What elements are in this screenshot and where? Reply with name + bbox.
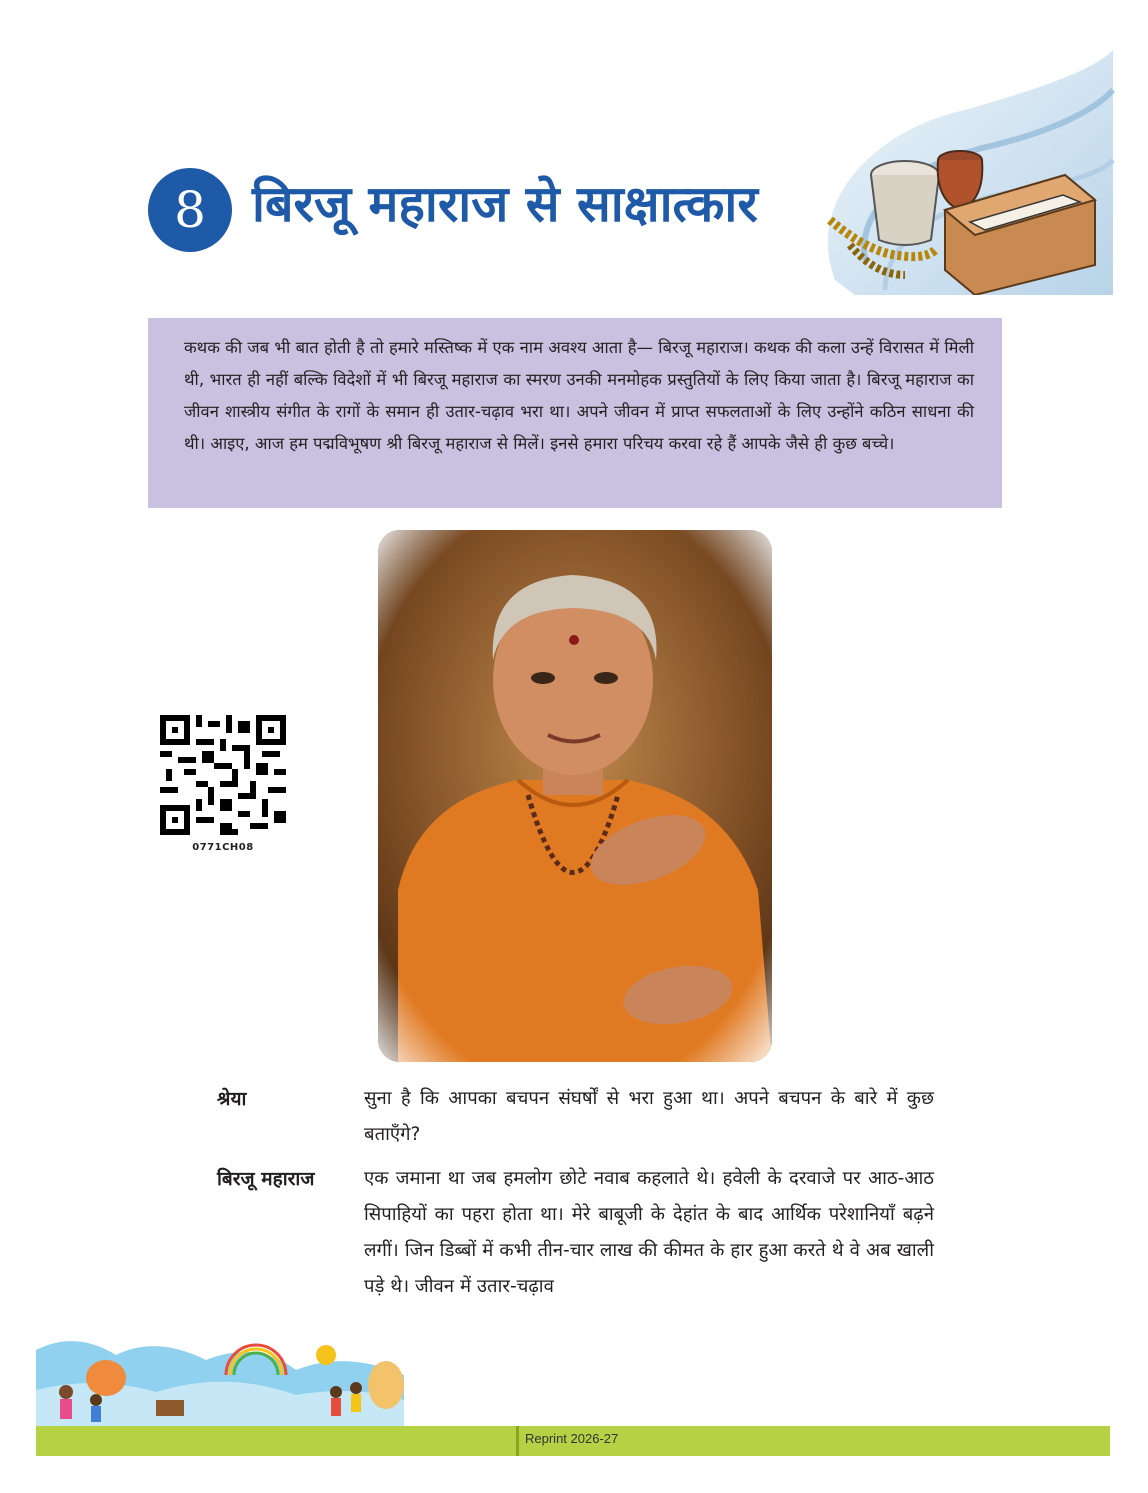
speech-text: सुना है कि आपका बचपन संघर्षों से भरा हुआ था। अपने बचपन के बारे में कुछ बताएँगे? <box>364 1088 934 1145</box>
children-playing-illustration <box>36 1330 404 1426</box>
speaker-name: बिरजू महाराज <box>217 1168 315 1190</box>
reprint-label: Reprint 2026-27 <box>516 1426 618 1456</box>
qr-code-label: 0771CH08 <box>192 842 254 853</box>
intro-box <box>148 318 1002 508</box>
musical-instruments-illustration <box>795 50 1115 295</box>
chapter-number: 8 <box>174 181 206 239</box>
birju-maharaj-portrait <box>378 530 772 1062</box>
speech-text: एक जमाना था जब हमलोग छोटे नवाब कहलाते थे। हवेली के दरवाजे पर आठ-आठ सिपाहियों का पहरा होता था। मेरे बाबूजी के देहांत के बाद आर्थिक परेशानियाँ बढ़ने लगीं। जिन डिब्बों में कभी तीन-चार लाख की कीमत के हार हुआ करते थे वे अब खाली पड़े थे। जीवन में उतार-चढ़ाव <box>364 1168 934 1297</box>
chapter-number-badge <box>148 168 232 252</box>
qr-code[interactable] <box>160 715 286 835</box>
intro-text: कथक की जब भी बात होती है तो हमारे मस्तिष्क में एक नाम अवश्य आता है— बिरजू महाराज। कथक की कला उन्हें विरासत में मिली थी, भारत ही नहीं बल्कि विदेशों में भी बिरजू महाराज का स्मरण उनकी मनमोहक प्रस्तुतियों के लिए किया जाता है। बिरजू महाराज का जीवन शास्त्रीय संगीत के रागों के समान ही उतार-चढ़ाव भरा था। अपने जीवन में प्राप्त सफलताओं के लिए उन्होंने कठिन साधना की थी। आइए, आज हम पद्मविभूषण श्री बिरजू महाराज से मिलें। इनसे हमारा परिचय करवा रहे हैं आपके जैसे ही कुछ बच्चे। <box>184 338 974 453</box>
chapter-title: बिरजू महाराज से साक्षात्कार <box>252 175 758 233</box>
speaker-name: श्रेया <box>217 1088 247 1110</box>
